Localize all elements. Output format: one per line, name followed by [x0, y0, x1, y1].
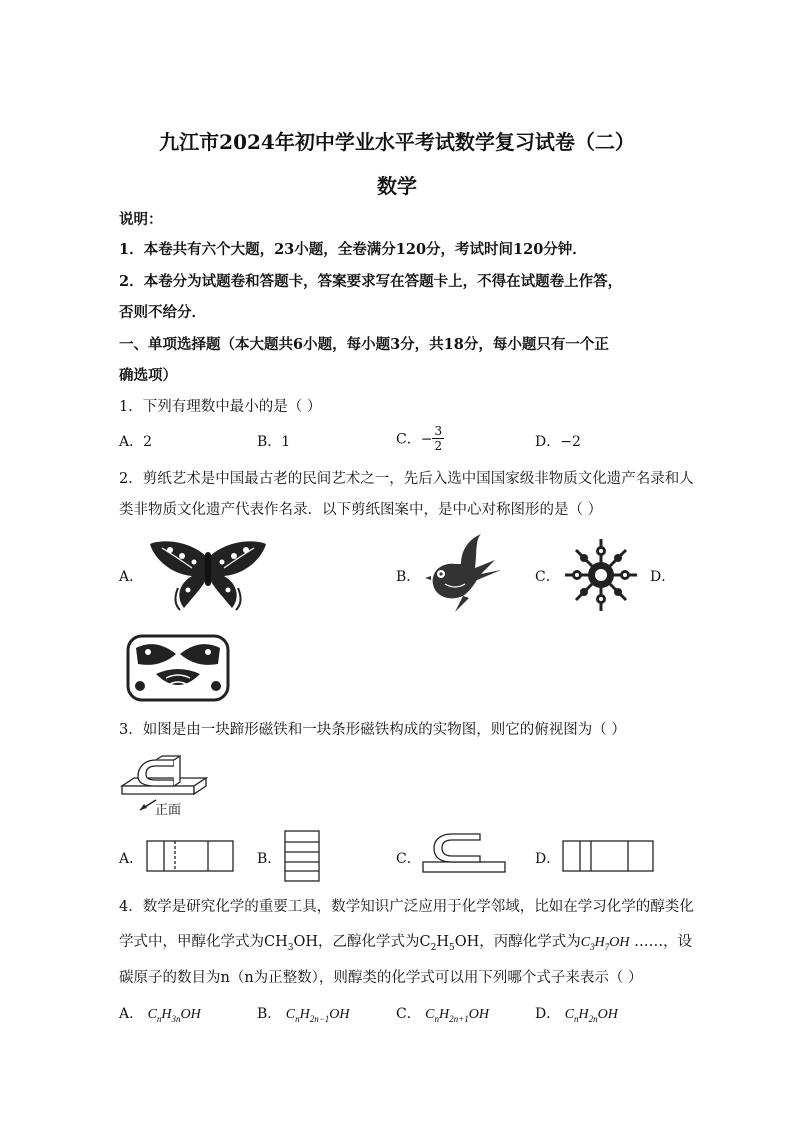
q4-a-c: C	[147, 1007, 157, 1022]
q2-stem-line-2: 类非物质文化遗产代表作名录．以下剪纸图案中，是中心对称图形的是（ ）	[119, 502, 603, 518]
q4-c-sub-h: 2n+1	[449, 1013, 469, 1024]
q4-ethanol-h: H	[436, 934, 450, 950]
q3-option-c-figure	[422, 832, 506, 874]
q2-option-d-label: D．	[650, 569, 676, 585]
q4-methanol-sub: 3	[287, 942, 294, 953]
front-view-label: 正面	[155, 803, 182, 818]
q4-a-oh: OH	[180, 1007, 201, 1022]
q4-b-sub-c: n	[295, 1013, 300, 1024]
q4-d-h: H	[578, 1007, 589, 1022]
q4-propanol-sub-h: 7	[604, 941, 610, 952]
q4-option-c-formula	[425, 1007, 489, 1022]
butterfly-papercut-image	[148, 538, 268, 612]
q4-text-ethanol: OH，乙醇化学式为C	[293, 934, 431, 950]
q4-b-h: H	[299, 1007, 310, 1022]
q4-a-sub-c: n	[156, 1013, 162, 1024]
q4-propanol-h: H	[594, 935, 605, 950]
q2-option-b-label: B．	[396, 569, 421, 585]
q4-option-d-formula	[565, 1007, 618, 1022]
q4-text-ellipsis: ……，设	[629, 934, 693, 950]
q4-propanol-sub-c: 3	[590, 941, 595, 952]
q4-d-sub-c: n	[574, 1013, 579, 1024]
q4-b-sub-h: 2n−1	[309, 1013, 330, 1024]
q1-c-denominator: 2	[434, 439, 443, 453]
q4-option-a-formula	[148, 1007, 201, 1022]
paper-title: 九江市2024年初中学业水平考试数学复习试卷（二）	[159, 130, 635, 154]
q4-text-methanol: 学式中，甲醇化学式为CH	[119, 934, 288, 950]
q1-option-c-prefix: C．−	[396, 431, 433, 448]
q4-a-h: H	[161, 1007, 172, 1022]
q4-option-b	[257, 1003, 350, 1024]
q4-c-sub-c: n	[434, 1013, 440, 1024]
q1-option-d: D．−2	[535, 434, 581, 450]
instructions-label: 说明：	[119, 211, 163, 228]
instruction-item-2-line-2: 否则不给分．	[119, 304, 206, 321]
q4-option-c-label: C．	[396, 1006, 421, 1022]
q2-option-c-label: C．	[535, 569, 560, 585]
q3-option-a-label: A．	[119, 851, 144, 867]
fish-papercut-image	[126, 634, 230, 702]
q4-c-c: C	[425, 1007, 435, 1022]
q4-stem-line-3: 碳原子的数目为n（n为正整数），则醇类的化学式可以用下列哪个式子来表示（ ）	[119, 970, 643, 986]
bird-papercut-image	[425, 534, 503, 614]
q4-option-a-label: A．	[119, 1006, 144, 1022]
snowflake-papercut-image	[563, 537, 639, 613]
q3-option-d-label: D．	[535, 851, 561, 867]
q1-option-b: B．1	[257, 434, 291, 450]
q4-d-oh: OH	[597, 1007, 618, 1022]
section-1-heading-line-2: 确选项）	[119, 367, 177, 384]
q4-c-oh: OH	[468, 1007, 489, 1022]
q4-b-oh: OH	[329, 1007, 350, 1022]
q1-stem: 1．下列有理数中最小的是（ ）	[119, 399, 322, 415]
q4-ethanol-sub-c: 2	[430, 942, 437, 953]
subject-title: 数学	[377, 174, 417, 198]
q4-ethanol-sub-h: 5	[449, 942, 455, 953]
q4-stem-line-2	[119, 930, 692, 953]
q4-propanol-oh: OH	[609, 935, 630, 950]
q2-stem-line-1: 2．剪纸艺术是中国最古老的民间艺术之一，先后入选中国国家级非物质文化遗产名录和人	[119, 471, 694, 487]
q1-option-c	[396, 424, 444, 453]
q3-option-b-label: B．	[257, 851, 282, 867]
instruction-item-2-line-1: 2．本卷分为试题卷和答题卡，答案要求写在答题卡上，不得在试题卷上作答，	[119, 273, 623, 290]
q4-option-a	[119, 1003, 201, 1024]
q3-option-d-figure	[562, 840, 654, 872]
q4-propanol-formula	[581, 935, 630, 950]
q2-option-a-label: A．	[119, 569, 144, 585]
q4-option-c	[396, 1003, 489, 1024]
q4-a-sub-h: 3n	[171, 1013, 181, 1024]
q3-option-a-figure	[146, 840, 234, 872]
q4-option-d-label: D．	[535, 1006, 561, 1022]
q4-text-propanol: OH，丙醇化学式为	[454, 934, 581, 950]
q4-d-sub-h: 2n	[588, 1013, 598, 1024]
q1-c-numerator: 3	[434, 424, 443, 438]
q4-option-b-formula	[286, 1007, 350, 1022]
q4-option-d	[535, 1003, 618, 1024]
instruction-item-1: 1．本卷共有六个大题，23小题，全卷满分120分，考试时间120分钟．	[119, 241, 587, 258]
q4-b-c: C	[285, 1007, 296, 1022]
q3-option-b-figure	[284, 830, 320, 882]
q1-option-c-fraction	[432, 424, 444, 453]
q3-option-c-label: C．	[396, 851, 421, 867]
section-1-heading-line-1: 一、单项选择题（本大题共6小题，每小题3分，共18分，每小题只有一个正	[119, 336, 609, 353]
q4-propanol-c: C	[580, 935, 591, 950]
q4-option-b-label: B．	[257, 1006, 282, 1022]
q1-option-a: A．2	[119, 434, 153, 450]
q4-stem-line-1: 4．数学是研究化学的重要工具，数学知识广泛应用于化学邻域，比如在学习化学的醇类化	[119, 899, 694, 915]
q4-c-h: H	[439, 1007, 450, 1022]
q3-stem: 3．如图是由一块蹄形磁铁和一块条形磁铁构成的实物图，则它的俯视图为（ ）	[119, 722, 626, 738]
q4-d-c: C	[564, 1007, 575, 1022]
